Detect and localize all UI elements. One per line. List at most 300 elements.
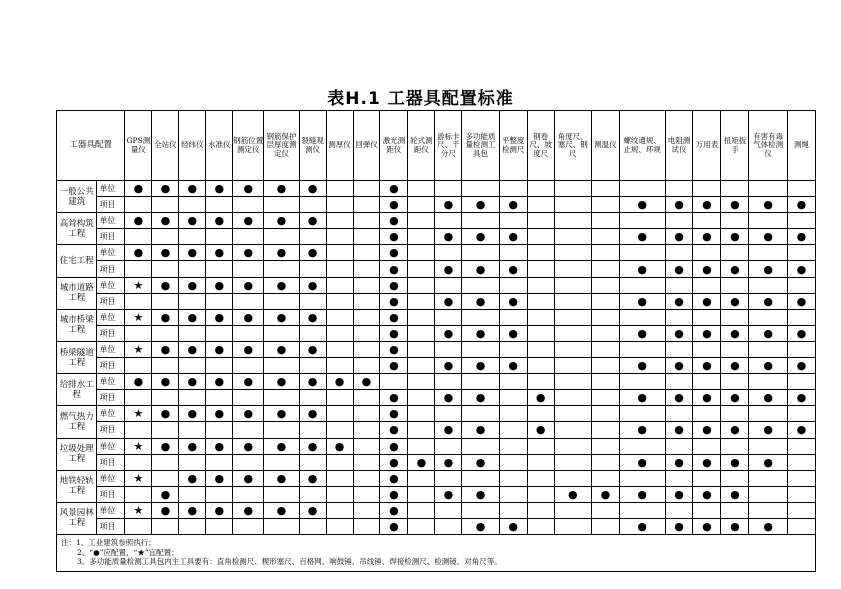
row-kind-label: 项目 xyxy=(97,261,125,277)
config-mark xyxy=(435,181,462,197)
config-mark: ● xyxy=(264,341,299,357)
config-mark xyxy=(233,325,264,341)
config-mark xyxy=(693,470,721,486)
config-mark xyxy=(326,181,353,197)
config-mark xyxy=(299,486,326,502)
config-mark: ● xyxy=(499,197,527,213)
config-mark xyxy=(299,358,326,374)
config-mark: ● xyxy=(787,358,815,374)
config-mark xyxy=(787,213,815,229)
config-mark: ● xyxy=(206,502,233,518)
config-mark: ● xyxy=(233,438,264,454)
config-mark xyxy=(619,502,665,518)
config-mark: ★ xyxy=(125,438,152,454)
config-mark: ● xyxy=(206,309,233,325)
config-mark xyxy=(353,229,380,245)
project-name: 垃圾处理工程 xyxy=(57,438,97,470)
config-mark xyxy=(299,293,326,309)
config-mark xyxy=(299,390,326,406)
config-mark: ● xyxy=(233,213,264,229)
config-mark: ● xyxy=(380,245,408,261)
config-mark xyxy=(326,422,353,438)
config-mark xyxy=(408,374,435,390)
config-mark xyxy=(353,390,380,406)
config-mark xyxy=(326,325,353,341)
config-mark xyxy=(787,438,815,454)
config-mark: ● xyxy=(125,374,152,390)
config-mark: ● xyxy=(233,245,264,261)
config-mark: ● xyxy=(299,341,326,357)
config-mark xyxy=(152,261,179,277)
config-mark: ● xyxy=(152,438,179,454)
config-mark xyxy=(353,197,380,213)
header-tool: 激光测距仪 xyxy=(380,111,408,181)
config-mark xyxy=(353,261,380,277)
config-mark xyxy=(693,438,721,454)
config-mark xyxy=(665,277,693,293)
config-mark: ● xyxy=(749,390,787,406)
config-mark xyxy=(554,438,591,454)
config-mark xyxy=(462,245,499,261)
config-mark xyxy=(749,502,787,518)
config-mark: ● xyxy=(380,502,408,518)
config-mark xyxy=(749,470,787,486)
config-mark xyxy=(554,229,591,245)
config-mark xyxy=(554,502,591,518)
config-mark xyxy=(619,181,665,197)
config-mark: ● xyxy=(264,502,299,518)
config-mark: ● xyxy=(749,454,787,470)
row-kind-label: 单位 xyxy=(97,502,125,518)
config-mark xyxy=(721,406,749,422)
table-row xyxy=(57,470,816,486)
table-row xyxy=(57,277,816,293)
config-mark: ● xyxy=(152,245,179,261)
header-tool: 钢筋保护层厚度测定仪 xyxy=(264,111,299,181)
config-mark: ● xyxy=(749,358,787,374)
config-mark xyxy=(721,277,749,293)
config-mark xyxy=(787,406,815,422)
config-mark xyxy=(554,277,591,293)
config-mark: ● xyxy=(619,454,665,470)
config-mark: ● xyxy=(693,486,721,502)
config-mark xyxy=(591,261,619,277)
config-mark xyxy=(353,293,380,309)
config-mark: ● xyxy=(264,245,299,261)
config-mark: ● xyxy=(152,406,179,422)
header-tool: 扭矩扳手 xyxy=(721,111,749,181)
config-mark: ● xyxy=(499,358,527,374)
config-mark xyxy=(264,325,299,341)
header-tool: 螺纹通规、止规、环规 xyxy=(619,111,665,181)
config-mark xyxy=(499,213,527,229)
config-mark: ● xyxy=(721,229,749,245)
config-mark: ● xyxy=(619,197,665,213)
config-mark xyxy=(264,197,299,213)
config-mark xyxy=(435,502,462,518)
config-mark: ● xyxy=(721,358,749,374)
config-mark: ● xyxy=(462,486,499,502)
table-row xyxy=(57,518,816,534)
config-mark xyxy=(462,277,499,293)
config-mark xyxy=(408,358,435,374)
config-mark xyxy=(499,406,527,422)
config-mark xyxy=(527,454,554,470)
config-mark: ● xyxy=(152,213,179,229)
config-mark xyxy=(435,406,462,422)
row-kind-label: 项目 xyxy=(97,358,125,374)
config-mark xyxy=(206,261,233,277)
config-mark xyxy=(233,486,264,502)
config-mark xyxy=(665,341,693,357)
config-mark xyxy=(353,454,380,470)
project-name: 桥梁隧道工程 xyxy=(57,341,97,373)
config-mark: ● xyxy=(721,261,749,277)
config-mark xyxy=(408,261,435,277)
config-mark xyxy=(693,341,721,357)
config-mark xyxy=(619,438,665,454)
config-mark: ● xyxy=(619,229,665,245)
config-mark xyxy=(353,486,380,502)
config-mark: ● xyxy=(665,229,693,245)
config-mark xyxy=(233,358,264,374)
header-tool: 电阻测试仪 xyxy=(665,111,693,181)
config-mark: ★ xyxy=(125,341,152,357)
config-mark xyxy=(554,518,591,534)
header-tool: 水准仪 xyxy=(206,111,233,181)
config-mark xyxy=(527,197,554,213)
config-mark xyxy=(152,454,179,470)
config-mark xyxy=(591,390,619,406)
config-mark xyxy=(721,213,749,229)
config-mark xyxy=(408,213,435,229)
config-mark: ● xyxy=(380,454,408,470)
config-mark xyxy=(665,245,693,261)
config-mark xyxy=(665,406,693,422)
config-mark: ● xyxy=(264,438,299,454)
config-mark xyxy=(125,454,152,470)
config-mark xyxy=(408,438,435,454)
config-mark: ● xyxy=(787,197,815,213)
config-mark xyxy=(462,502,499,518)
config-mark xyxy=(591,454,619,470)
config-mark xyxy=(326,502,353,518)
config-mark: ● xyxy=(435,358,462,374)
header-corner: 工器具配置 xyxy=(57,111,125,181)
project-name: 高耸构筑工程 xyxy=(57,213,97,245)
config-mark: ● xyxy=(264,181,299,197)
config-mark: ● xyxy=(152,374,179,390)
config-mark xyxy=(665,374,693,390)
config-mark xyxy=(206,197,233,213)
config-mark: ● xyxy=(693,422,721,438)
config-mark xyxy=(408,406,435,422)
config-mark xyxy=(326,470,353,486)
config-mark xyxy=(591,502,619,518)
config-mark xyxy=(591,470,619,486)
config-mark: ● xyxy=(435,325,462,341)
config-mark: ● xyxy=(619,518,665,534)
config-mark xyxy=(264,229,299,245)
config-mark xyxy=(499,341,527,357)
header-tool: 测厚仪 xyxy=(326,111,353,181)
config-mark xyxy=(591,197,619,213)
config-mark xyxy=(408,486,435,502)
config-mark xyxy=(527,181,554,197)
config-mark: ● xyxy=(353,374,380,390)
header-tool: 平整度检测尺 xyxy=(499,111,527,181)
config-mark xyxy=(591,341,619,357)
row-kind-label: 项目 xyxy=(97,325,125,341)
config-mark xyxy=(152,197,179,213)
config-mark: ● xyxy=(179,374,206,390)
config-mark xyxy=(435,213,462,229)
config-mark: ● xyxy=(499,518,527,534)
config-mark xyxy=(380,374,408,390)
config-mark xyxy=(152,390,179,406)
config-mark xyxy=(665,438,693,454)
config-mark xyxy=(353,518,380,534)
config-mark xyxy=(233,293,264,309)
config-mark xyxy=(353,438,380,454)
config-mark: ● xyxy=(721,390,749,406)
header-tool: 多功能质量检测工具包 xyxy=(462,111,499,181)
config-mark: ● xyxy=(527,422,554,438)
config-mark xyxy=(591,438,619,454)
config-mark xyxy=(435,341,462,357)
config-mark xyxy=(125,261,152,277)
config-mark: ● xyxy=(233,470,264,486)
config-mark: ● xyxy=(435,390,462,406)
config-mark: ● xyxy=(299,213,326,229)
config-mark xyxy=(693,245,721,261)
config-mark xyxy=(353,341,380,357)
note-3: 3、多功能质量检测工具包内主工具要有：直角检测尺、楔形塞尺、百格网、响鼓锤、吊线锤、焊接检测尺、检测镜、对角尺等。 xyxy=(77,557,502,567)
row-kind-label: 单位 xyxy=(97,374,125,390)
config-mark: ● xyxy=(619,390,665,406)
config-mark xyxy=(326,197,353,213)
config-mark xyxy=(554,454,591,470)
config-mark xyxy=(233,422,264,438)
config-mark xyxy=(554,470,591,486)
config-mark xyxy=(591,325,619,341)
row-kind-label: 项目 xyxy=(97,293,125,309)
config-mark: ● xyxy=(749,518,787,534)
config-mark xyxy=(326,406,353,422)
notes-cell xyxy=(57,535,816,572)
config-mark xyxy=(693,374,721,390)
config-mark: ● xyxy=(152,309,179,325)
row-kind-label: 项目 xyxy=(97,518,125,534)
config-mark xyxy=(408,502,435,518)
config-mark: ● xyxy=(233,181,264,197)
config-mark xyxy=(353,181,380,197)
config-mark xyxy=(264,486,299,502)
config-mark: ● xyxy=(665,261,693,277)
config-mark xyxy=(499,470,527,486)
config-mark: ● xyxy=(693,454,721,470)
config-mark xyxy=(152,229,179,245)
config-mark xyxy=(179,261,206,277)
config-mark: ● xyxy=(299,406,326,422)
config-mark xyxy=(619,277,665,293)
config-mark xyxy=(408,341,435,357)
note-1: 注：1、工业建筑参照执行； xyxy=(61,538,156,548)
row-kind-label: 项目 xyxy=(97,422,125,438)
config-mark: ● xyxy=(693,390,721,406)
config-mark: ● xyxy=(380,518,408,534)
config-mark: ● xyxy=(787,422,815,438)
header-tool: 有害有毒气体检测仪 xyxy=(749,111,787,181)
config-mark xyxy=(787,277,815,293)
config-mark xyxy=(152,518,179,534)
header-tool: 全站仪 xyxy=(152,111,179,181)
config-mark xyxy=(299,454,326,470)
table-title: 表H.1 工器具配置标准 xyxy=(327,89,514,109)
project-name: 城市道路工程 xyxy=(57,277,97,309)
table-row xyxy=(57,341,816,357)
table-row xyxy=(57,358,816,374)
config-mark: ● xyxy=(233,374,264,390)
config-mark: ● xyxy=(179,438,206,454)
config-mark xyxy=(462,438,499,454)
table-row xyxy=(57,502,816,518)
config-mark: ★ xyxy=(125,502,152,518)
config-mark xyxy=(527,229,554,245)
config-mark xyxy=(233,197,264,213)
config-mark: ● xyxy=(435,422,462,438)
config-mark xyxy=(299,422,326,438)
config-mark: ● xyxy=(499,229,527,245)
config-mark xyxy=(326,213,353,229)
config-mark xyxy=(749,277,787,293)
config-mark xyxy=(206,422,233,438)
config-mark: ● xyxy=(665,390,693,406)
config-mark: ● xyxy=(152,341,179,357)
config-mark xyxy=(554,406,591,422)
config-mark xyxy=(527,277,554,293)
config-mark xyxy=(499,390,527,406)
config-mark: ● xyxy=(179,406,206,422)
config-mark xyxy=(749,438,787,454)
config-mark xyxy=(264,390,299,406)
config-mark xyxy=(749,374,787,390)
config-mark xyxy=(591,374,619,390)
config-mark xyxy=(179,197,206,213)
config-mark xyxy=(787,341,815,357)
config-mark: ★ xyxy=(125,277,152,293)
config-mark xyxy=(665,502,693,518)
row-kind-label: 单位 xyxy=(97,181,125,197)
config-mark: ● xyxy=(462,293,499,309)
table-row xyxy=(57,390,816,406)
config-mark: ● xyxy=(206,470,233,486)
config-mark: ● xyxy=(179,213,206,229)
config-mark xyxy=(462,309,499,325)
config-mark xyxy=(264,261,299,277)
config-mark: ● xyxy=(527,390,554,406)
config-mark xyxy=(152,293,179,309)
row-kind-label: 项目 xyxy=(97,486,125,502)
config-mark: ● xyxy=(462,261,499,277)
config-mark xyxy=(125,229,152,245)
config-mark: ★ xyxy=(125,309,152,325)
header-tool: 测温仪 xyxy=(591,111,619,181)
config-mark xyxy=(125,293,152,309)
config-mark: ● xyxy=(380,293,408,309)
config-mark: ● xyxy=(787,325,815,341)
config-mark xyxy=(435,277,462,293)
config-mark: ● xyxy=(462,454,499,470)
config-mark xyxy=(527,470,554,486)
config-mark xyxy=(408,470,435,486)
config-mark: ● xyxy=(326,438,353,454)
config-mark: ● xyxy=(206,181,233,197)
config-mark xyxy=(299,325,326,341)
config-mark xyxy=(619,213,665,229)
config-mark xyxy=(206,293,233,309)
config-mark xyxy=(554,245,591,261)
config-mark xyxy=(353,502,380,518)
header-tool: 钢筋位置测定仪 xyxy=(233,111,264,181)
config-mark: ● xyxy=(693,293,721,309)
header-tool: 万用表 xyxy=(693,111,721,181)
row-kind-label: 单位 xyxy=(97,277,125,293)
project-name: 地铁轻轨工程 xyxy=(57,470,97,502)
config-mark: ● xyxy=(206,213,233,229)
config-mark: ● xyxy=(125,181,152,197)
config-mark xyxy=(693,502,721,518)
config-mark: ● xyxy=(721,422,749,438)
header-tool: 轮式测距仪 xyxy=(408,111,435,181)
config-mark xyxy=(619,245,665,261)
config-mark xyxy=(591,245,619,261)
config-mark xyxy=(554,422,591,438)
config-mark xyxy=(787,181,815,197)
config-mark xyxy=(206,358,233,374)
config-mark xyxy=(353,325,380,341)
table-row xyxy=(57,261,816,277)
config-mark: ● xyxy=(435,293,462,309)
project-name: 一般公共建筑 xyxy=(57,181,97,213)
config-mark xyxy=(749,341,787,357)
row-kind-label: 项目 xyxy=(97,229,125,245)
config-mark xyxy=(554,309,591,325)
config-mark: ● xyxy=(462,325,499,341)
config-mark xyxy=(179,486,206,502)
config-mark xyxy=(233,518,264,534)
config-mark: ● xyxy=(380,197,408,213)
config-mark xyxy=(353,470,380,486)
config-mark xyxy=(299,229,326,245)
table-row xyxy=(57,374,816,390)
config-mark: ● xyxy=(264,277,299,293)
config-mark xyxy=(179,518,206,534)
config-mark: ● xyxy=(693,325,721,341)
config-mark xyxy=(233,390,264,406)
config-mark: ● xyxy=(619,358,665,374)
config-mark xyxy=(299,197,326,213)
config-mark xyxy=(462,470,499,486)
config-mark xyxy=(353,213,380,229)
row-kind-label: 单位 xyxy=(97,309,125,325)
config-mark: ● xyxy=(619,486,665,502)
config-mark xyxy=(353,309,380,325)
config-mark xyxy=(125,197,152,213)
config-mark xyxy=(326,518,353,534)
config-mark: ● xyxy=(749,197,787,213)
config-mark xyxy=(721,374,749,390)
